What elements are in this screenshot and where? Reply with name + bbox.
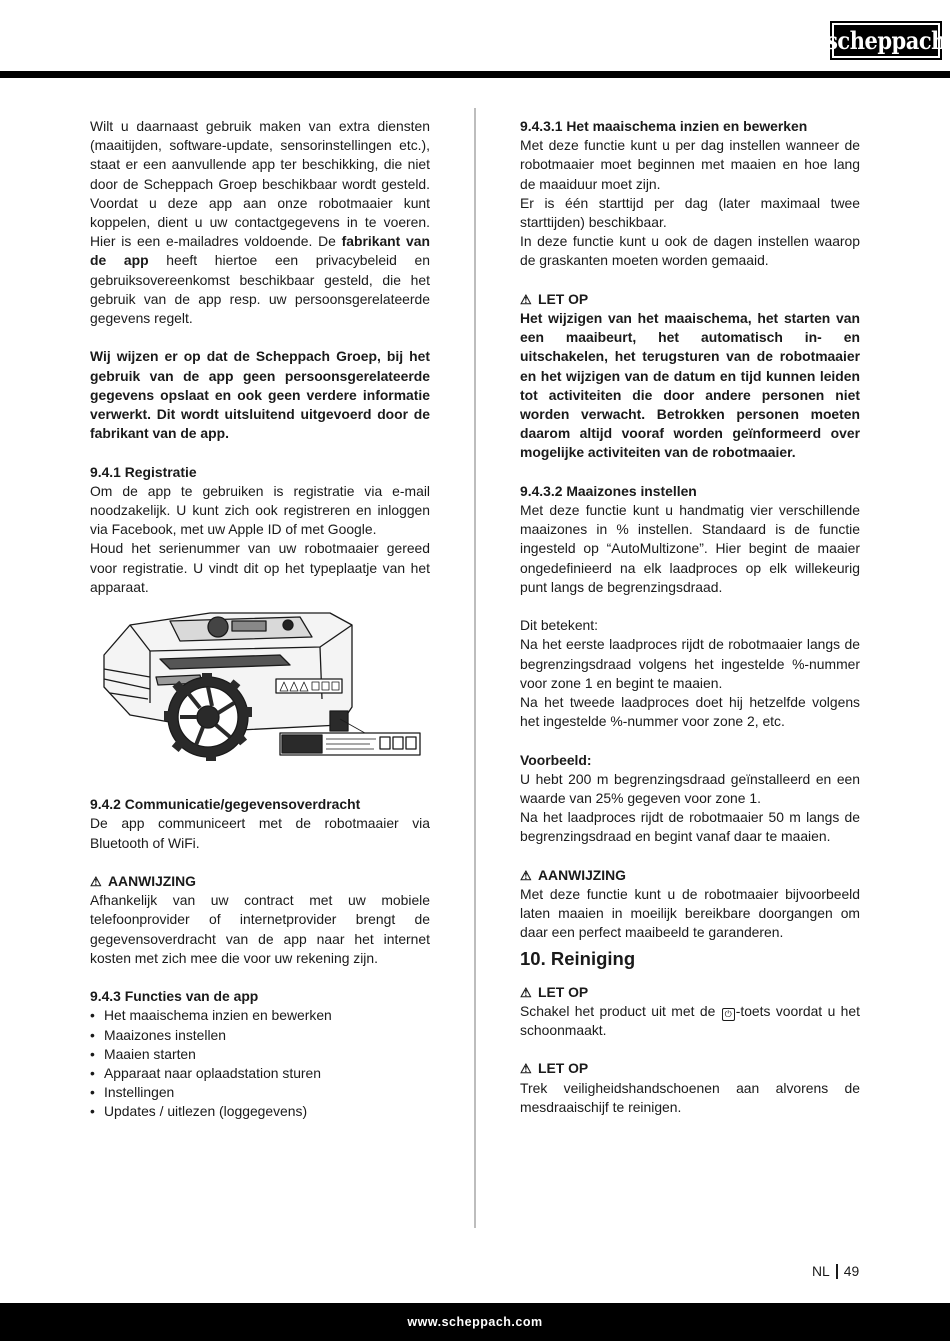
example-p2: Na het laadproces rijdt de robotmaaier 50 m langs de begrenzingsdraad en begint vanaf daar te maaien.	[520, 809, 860, 845]
list-item: • Instellingen	[90, 1084, 175, 1101]
intro-text-2: heeft hiertoe een privacybeleid en gebruiksovereenkomst beschikbaar gesteld, die het gebruik van de app resp. uw persoonsgerelateerde gegevens regelt.	[90, 252, 430, 327]
list-item: • Updates / uitlezen (loggegevens)	[90, 1103, 308, 1120]
section-941-p2: Houd het serienummer van uw robotmaaier gereed voor registratie. U vindt dit op het typeplaatje van het apparaat.	[90, 540, 430, 595]
example-title: Voorbeeld:	[520, 751, 592, 768]
list-item: • Maaizones instellen	[90, 1026, 226, 1043]
warning-triangle-icon: ⚠	[520, 984, 532, 1000]
scheppach-logo	[826, 21, 946, 60]
functions-list	[90, 1006, 430, 1121]
intro-text-1: Wilt u daarnaast gebruik maken van extra diensten (maaitijden, software-update, sensorinstellingen etc.), staat er een aanvullende app ter beschikking, die niet door de Scheppach Groep beschikbaar wordt gesteld. Voordat u deze app aan onze robotmaaier kunt koppelen, dient u uw contactgegevens in te voeren. Hier is een e-mailadres voldoende. De	[90, 118, 430, 250]
caution-heading-1	[520, 290, 860, 309]
caution-heading-2	[520, 983, 860, 1002]
warning-triangle-icon: ⚠	[90, 874, 102, 890]
warning-triangle-icon: ⚠	[520, 867, 532, 883]
caution-text-2-before: Schakel het product uit met de	[520, 1002, 721, 1019]
warning-triangle-icon: ⚠	[520, 1061, 532, 1077]
section-941-p1: Om de app te gebruiken is registratie via e-mail noodzakelijk. U kunt zich ook registreren en inloggen via Facebook, met uw Apple ID of met Google.	[90, 482, 430, 538]
caution-text-3: Trek veiligheidshandschoenen aan alvorens de mesdraaischijf te reinigen.	[520, 1079, 860, 1115]
list-item: • Apparaat naar oplaadstation sturen	[90, 1065, 322, 1082]
section-9431-title: 9.4.3.1 Het maaischema inzien en bewerken	[520, 118, 808, 134]
logo-text: scheppach	[826, 26, 946, 55]
note-heading-left	[90, 872, 430, 891]
example-p1: U hebt 200 m begrenzingsdraad geïnstalleerd en een waarde van 25% gegeven voor zone 1.	[520, 770, 860, 807]
section-10-title: 10. Reiniging	[520, 947, 636, 969]
footer-bar	[0, 1303, 950, 1341]
caution-title-3: LET OP	[538, 1060, 589, 1077]
section-942-p1: De app communiceert met de robotmaaier via Bluetooth of WiFi.	[90, 815, 430, 851]
power-button-icon: ⏻	[722, 1008, 735, 1021]
left-column	[90, 117, 430, 1122]
note-title-right: AANWIJZING	[538, 866, 626, 883]
language-code: NL	[812, 1263, 830, 1279]
note-text-left: Afhankelijk van uw contract met uw mobiele telefoonprovider of internetprovider brengt de gegevensoverdracht van de app naar het internet kosten met zich mee die voor uw rekening zijn.	[90, 892, 430, 966]
right-column	[520, 117, 860, 1117]
page-number	[812, 1263, 859, 1279]
caution-text-1: Het wijzigen van het maaischema, het starten van een maaibeurt, het automatisch in- en uitschakelen, het terugsturen van de robotmaaier en het wijzigen van de datum en tijd kunnen leiden tot activiteiten die door andere personen niet worden verwacht. Betrokken personen moeten daarom altijd vooraf worden geïnformeerd over mogelijke activiteiten van de robotmaaier.	[520, 310, 860, 461]
page-number-value: 49	[843, 1263, 860, 1279]
caution-heading-3	[520, 1059, 860, 1078]
section-9432-title: 9.4.3.2 Maaizones instellen	[520, 482, 697, 499]
caution-title-1: LET OP	[538, 290, 589, 307]
note-text-right: Met deze functie kunt u de robotmaaier bijvoorbeeld laten maaien in moeilijk bereikbare doorgangen om daar een perfect maaibeeld te garanderen.	[520, 886, 860, 941]
section-943-title: 9.4.3 Functies van de app	[90, 988, 259, 1005]
section-942-title: 9.4.2 Communicatie/gegevensoverdracht	[90, 796, 361, 813]
caution-text-2-after: -toets voordat u het schoonmaakt.	[520, 1002, 860, 1039]
footer-url: www.scheppach.com	[407, 1315, 543, 1329]
list-item: • Maaien starten	[90, 1045, 196, 1062]
section-9431-p3: In deze functie kunt u ook de dagen instellen waarop de graskanten moeten worden gemaaid.	[520, 233, 860, 269]
section-9432-p1: Met deze functie kunt u handmatig vier verschillende maaizones in % instellen. Standaard is de functie ingesteld op “AutoMultizone”. Hier begint de maaier ongedefinieerd na elk laadproces op elk willekeurig punt langs de begrenzingsdraad.	[520, 502, 860, 595]
dit-betekent: Dit betekent:	[520, 617, 598, 634]
list-item: • Het maaischema inzien en bewerken	[90, 1007, 332, 1024]
header-bar	[0, 71, 950, 78]
section-941-title: 9.4.1 Registratie	[90, 463, 197, 480]
section-9432-p2: Na het eerste laadproces rijdt de robotmaaier langs de begrenzingsdraad volgens het ingestelde %-nummer voor zone 1 en begint te maaien.	[520, 636, 860, 691]
warning-triangle-icon: ⚠	[520, 291, 532, 307]
section-9432-p3: Na het tweede laadproces doet hij hetzelfde volgens het ingestelde %-nummer voor zone 2, etc.	[520, 694, 860, 730]
note-title-left: AANWIJZING	[108, 873, 196, 890]
bold-notice: Wij wijzen er op dat de Scheppach Groep, bij het gebruik van de app geen persoonsgerelateerde gegevens opslaat en ook geen verdere informatie verwerkt. Dit wordt uitsluitend uitgevoerd door de fabrikant van de app.	[90, 348, 430, 442]
caution-text-2	[520, 1002, 860, 1040]
intro-bold: fabrikant van de app	[90, 233, 430, 269]
robot-mower-illustration	[90, 607, 430, 767]
page-number-separator	[836, 1264, 838, 1279]
section-9431-p2: Er is één starttijd per dag (later maximaal twee starttijden) beschikbaar.	[520, 194, 860, 231]
caution-title-2: LET OP	[538, 983, 589, 1000]
intro-paragraph	[90, 117, 430, 328]
column-divider	[474, 108, 476, 1228]
note-heading-right	[520, 866, 860, 885]
section-9431-p1: Met deze functie kunt u per dag instellen wanneer de robotmaaier moet beginnen met maaien en hoe lang de maaiduur moet zijn.	[520, 137, 860, 192]
